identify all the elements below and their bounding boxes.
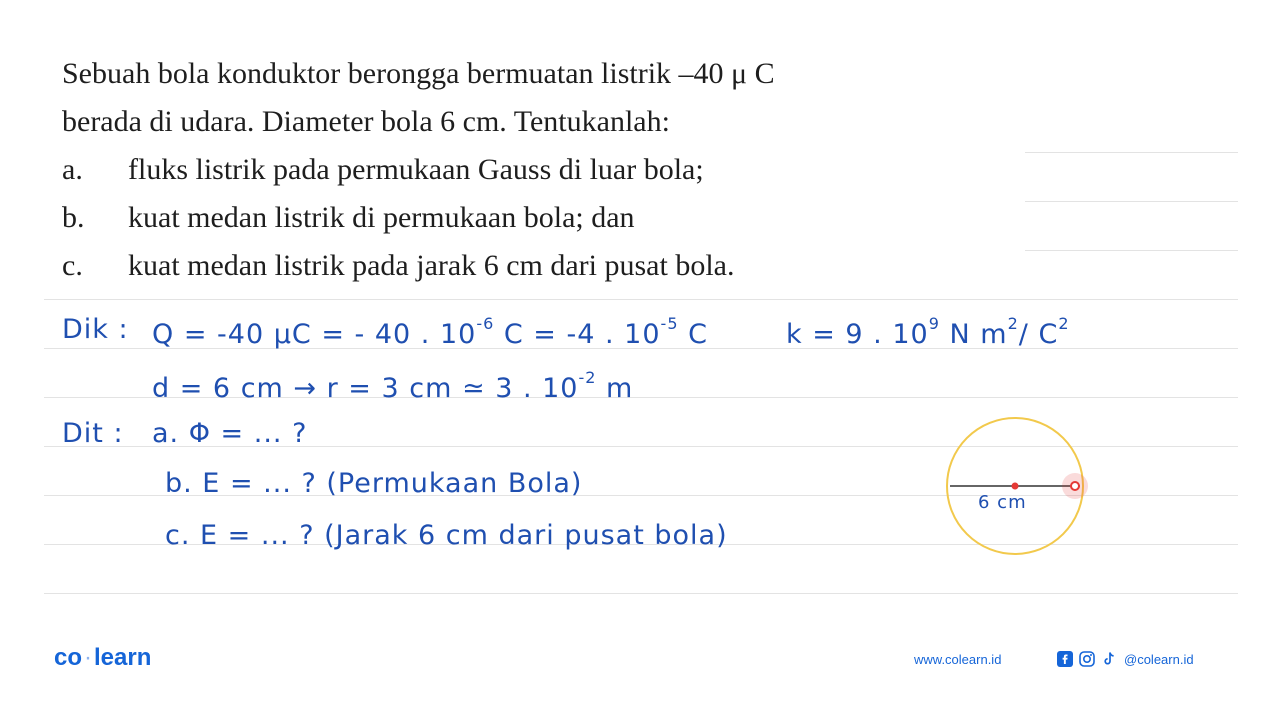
center-point xyxy=(1012,483,1019,490)
item-text: kuat medan listrik di permukaan bola; dan xyxy=(128,201,635,234)
colearn-logo: co·learn xyxy=(54,644,152,671)
ruled-line xyxy=(1025,201,1238,202)
website-link[interactable]: www.colearn.id xyxy=(914,652,1002,667)
diameter-line: d = 6 cm → r = 3 cm ≃ 3 . $10^{-2}$ m xyxy=(152,368,634,404)
problem-item-b xyxy=(62,194,1042,242)
problem-line: Sebuah bola konduktor berongga bermuatan listrik –40 μ C xyxy=(62,57,775,90)
ruled-line xyxy=(1025,152,1238,153)
question-c: c. E = ... ? (Jarak 6 cm dari pusat bola) xyxy=(165,520,728,551)
facebook-icon[interactable] xyxy=(1057,651,1073,667)
problem-statement xyxy=(62,50,1042,290)
dik-label: Dik : xyxy=(62,314,129,345)
item-marker: b. xyxy=(62,201,85,234)
sphere-diagram xyxy=(930,408,1100,568)
distance-marker xyxy=(1071,482,1079,490)
item-marker: c. xyxy=(62,249,83,282)
charge-line: Q = -40 μC = - 40 . $10^{-6}$ C = -4 . $10^{-5}$ C xyxy=(152,314,708,350)
constant-line: k = 9 . $10^9$ N $m^2/$ $C^2$ xyxy=(786,314,1070,350)
instagram-icon[interactable] xyxy=(1079,651,1095,667)
question-b: b. E = ... ? (Permukaan Bola) xyxy=(165,468,583,499)
dit-label: Dit : xyxy=(62,418,124,449)
tiktok-icon[interactable] xyxy=(1101,651,1117,667)
ruled-line xyxy=(44,299,1238,300)
ruled-line xyxy=(44,593,1238,594)
problem-item-c xyxy=(62,242,1042,290)
item-text: kuat medan listrik pada jarak 6 cm dari pusat bola. xyxy=(128,249,735,282)
item-text: fluks listrik pada permukaan Gauss di luar bola; xyxy=(128,153,704,186)
problem-line: berada di udara. Diameter bola 6 cm. Tentukanlah: xyxy=(62,105,670,138)
social-handle[interactable]: @colearn.id xyxy=(1124,652,1194,667)
circle-label: 6 cm xyxy=(978,492,1027,513)
ruled-line xyxy=(1025,250,1238,251)
question-a: a. Φ = ... ? xyxy=(152,418,308,449)
item-marker: a. xyxy=(62,153,83,186)
problem-item-a xyxy=(62,146,1042,194)
